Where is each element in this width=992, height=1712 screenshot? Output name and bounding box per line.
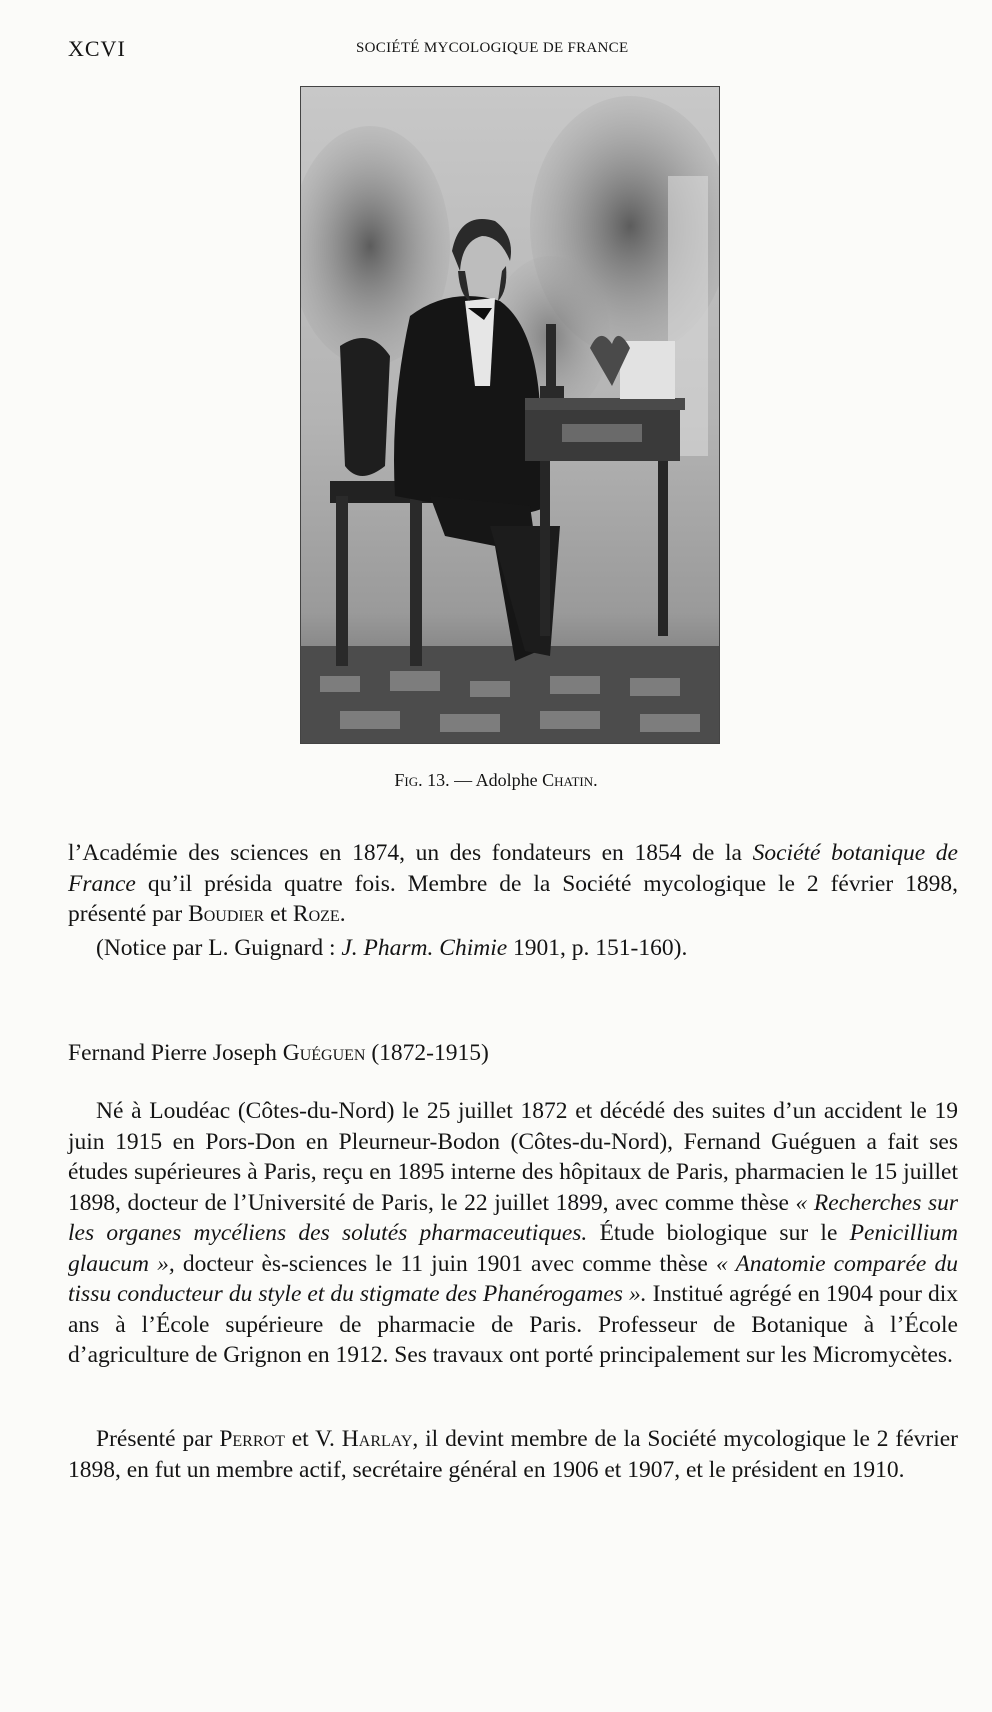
notice-journal: J. Pharm. Chimie (341, 935, 508, 961)
para1-italic-3: « Anatomie comparée du tissu conducteur du style et du stigmate des Phanérogames ». (68, 1250, 958, 1307)
caption-last-name: Chatin (542, 770, 594, 790)
notice-text-1: (Notice par L. Guignard : (96, 935, 342, 961)
page-header (68, 36, 956, 66)
para2-text-1: Présenté par (96, 1426, 220, 1452)
intro-name-2: Roze (292, 901, 340, 927)
intro-text-4: . (339, 901, 346, 927)
biography-paragraph-1 (68, 1096, 958, 1371)
para1-text-2: Étude biologique sur le (587, 1220, 850, 1246)
intro-text-2: qu’il présida quatre fois. Membre de la Société mycologique le 2 février 1898, présenté par (68, 870, 958, 927)
intro-paragraph (68, 838, 958, 930)
para1-text-3: docteur ès-sciences le 11 juin 1901 avec comme thèse (174, 1250, 716, 1277)
intro-text-3: et (264, 901, 293, 927)
para1-italic-1: « Recherches sur les organes mycéliens des solutés pharmaceutiques. (68, 1189, 959, 1246)
notice-text-2: 1901, p. 151-160). (507, 935, 688, 961)
portrait-photo (300, 86, 720, 744)
page-number: XCVI (68, 36, 126, 61)
biography-heading (68, 1040, 489, 1067)
biography-paragraph-2 (68, 1424, 958, 1485)
intro-text-1: l’Académie des sciences en 1874, un des fondateurs en 1854 de la (68, 840, 753, 866)
bio-given-names: Fernand Pierre Joseph (68, 1040, 283, 1066)
figure-caption (0, 770, 992, 791)
figure-label: Fig. 13. (394, 770, 450, 790)
para1-text-4: Institué agrégé en 1904 pour dix ans à l’École supérieure de pharmacie de Paris. Professeur de Botanique à l’École d’agriculture de Grignon en 1912. Ses travaux ont porté principalement sur les Micromycètes. (68, 1281, 959, 1368)
portrait-photo-illustration (300, 86, 720, 744)
para2-text-2: et V. (284, 1426, 342, 1452)
running-head: SOCIÉTÉ MYCOLOGIQUE DE FRANCE (356, 40, 629, 56)
para1-italic-2: Penicillium glaucum », (68, 1220, 958, 1277)
caption-first-name: Adolphe (475, 770, 543, 790)
intro-italic-1: Société botanique de France (68, 840, 958, 897)
notice-paragraph (68, 933, 958, 964)
caption-dash: — (449, 770, 476, 790)
bio-dates: (1872-1915) (365, 1040, 489, 1066)
para2-name-2: Harlay (341, 1426, 413, 1452)
caption-end: . (593, 770, 598, 790)
para1-text-1: Né à Loudéac (Côtes-du-Nord) le 25 juillet 1872 et décédé des suites d’un accident le 19 juin 1915 en Pors-Don en Pleurneur-Bodon (Côtes-du-Nord), Fernand Guéguen a fait ses études supérieures à Paris, reçu en 1895 interne des hôpitaux de Paris, pharmacien le 15 juillet 1898, docteur de l’Université de Paris, le 22 juillet 1899, avec comme thèse (68, 1098, 958, 1216)
para2-name-1: Perrot (219, 1426, 285, 1452)
para2-text-3: , il devint membre de la Société mycologique le 2 février 1898, en fut un membre actif, secrétaire général en 1906 et 1907, et le président en 1910. (68, 1426, 959, 1483)
intro-name-1: Boudier (188, 901, 265, 927)
bio-surname: Guéguen (282, 1040, 366, 1066)
